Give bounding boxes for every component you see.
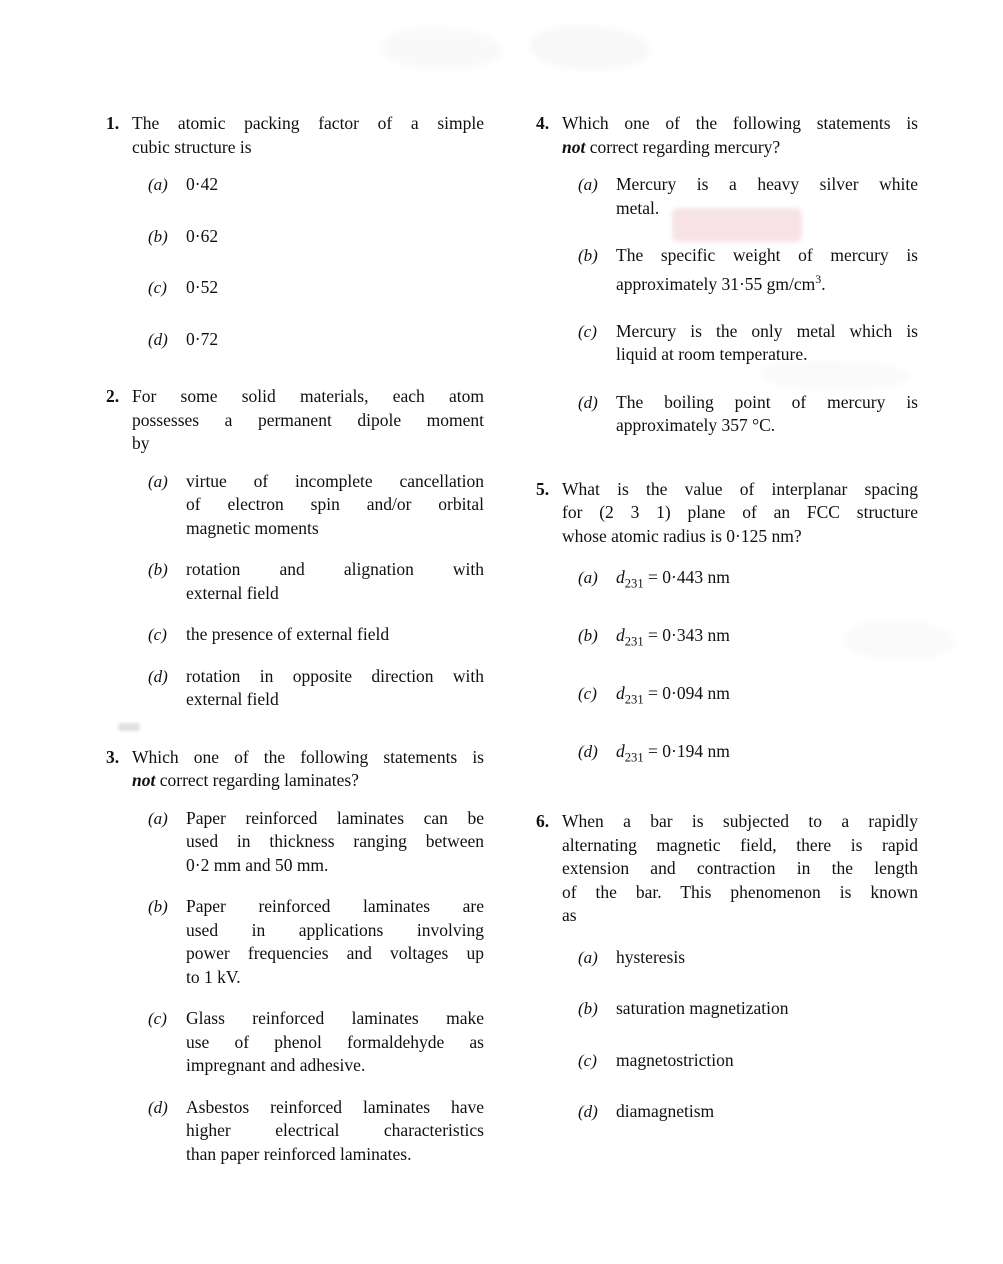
option-6d-text: diamagnetism: [616, 1101, 715, 1122]
option-1b-text: 0·62: [186, 225, 219, 246]
question-column-left: [106, 112, 484, 1192]
option-1a[interactable]: [148, 173, 484, 197]
scan-artifact-top-right: [530, 26, 650, 70]
option-5b-letter: (b): [578, 626, 598, 646]
option-3c[interactable]: [148, 1007, 484, 1078]
option-5a-letter: (a): [578, 568, 598, 588]
question-3-head: [106, 746, 484, 793]
option-4a[interactable]: [578, 173, 918, 220]
option-4c[interactable]: [578, 320, 918, 367]
option-1d[interactable]: [148, 328, 484, 352]
option-1d-letter: (d): [148, 329, 168, 349]
math-value: 0·343: [662, 625, 704, 646]
option-4b-line-2: approximately 31·55 $gm/cm^3$.: [616, 271, 826, 294]
option-3c-letter: (c): [148, 1009, 167, 1028]
math-relation: =: [648, 567, 658, 588]
math-subscript: 231: [624, 692, 644, 707]
question-4-number: 4.: [536, 113, 550, 133]
option-6a-letter: (a): [578, 947, 598, 967]
option-3a[interactable]: [148, 807, 484, 878]
question-4-stem: Which one of the following statements is not correct regarding mercury?: [562, 112, 918, 159]
math-variable-d: d: [616, 741, 625, 762]
question-5: [536, 478, 918, 771]
math-value: 0·443: [662, 567, 704, 588]
question-3-options: [106, 807, 484, 1167]
option-5c[interactable]: [578, 682, 918, 712]
question-6-number: 6.: [536, 811, 550, 832]
option-3d-text: Asbestos reinforced laminates have higher electrical characteristics than paper reinforced laminates.: [186, 1096, 484, 1164]
option-3a-text: Paper reinforced laminates can be used in thickness ranging between 0·2 mm and 50 mm.: [186, 807, 484, 875]
option-4c-letter: (c): [578, 321, 597, 341]
question-4-options: [536, 173, 918, 438]
option-1b[interactable]: [148, 225, 484, 249]
option-6c-letter: (c): [578, 1050, 597, 1070]
option-2d[interactable]: [148, 665, 484, 712]
option-3d-letter: (d): [148, 1097, 168, 1117]
question-2-options: [106, 470, 484, 712]
math-unit: nm: [707, 741, 730, 762]
option-2c-text: the presence of external field: [186, 624, 390, 644]
option-4b-letter: (b): [578, 246, 598, 265]
math-relation: =: [648, 683, 658, 704]
question-4-stem-line-2: [562, 136, 918, 160]
math-value: 0·094: [662, 683, 704, 704]
option-5b-formula: [616, 624, 918, 654]
math-relation: =: [648, 741, 658, 762]
question-1-stem: The atomic packing factor of a simple cubic structure is: [132, 113, 484, 157]
option-2a-text: virtue of incomplete cancellation of electron spin and/or orbital magnetic moments: [186, 470, 484, 538]
question-2-number: 2.: [106, 386, 120, 406]
option-5d-letter: (d): [578, 742, 598, 762]
option-5a[interactable]: [578, 566, 918, 596]
option-1c[interactable]: [148, 276, 484, 300]
option-6a[interactable]: [578, 946, 918, 970]
option-5c-text: [616, 682, 918, 712]
question-3-stem-line-2: [132, 769, 484, 793]
question-1-options: [106, 173, 484, 351]
question-6: [536, 810, 918, 1124]
option-5d-formula: [616, 740, 918, 770]
option-5b-text: [616, 624, 918, 654]
question-1-number: 1.: [106, 113, 120, 133]
option-5b[interactable]: [578, 624, 918, 654]
option-4c-text: Mercury is the only metal which is liquid at room temperature.: [616, 320, 918, 365]
option-6b-text: saturation magnetization: [616, 998, 789, 1019]
option-4b[interactable]: [578, 244, 918, 296]
math-relation: =: [648, 625, 658, 646]
emphasis-not: not: [132, 770, 156, 790]
question-6-options: [536, 946, 918, 1124]
question-5-options: [536, 566, 918, 770]
option-3b[interactable]: [148, 895, 484, 989]
option-5c-formula: [616, 682, 918, 712]
option-4d[interactable]: [578, 391, 918, 438]
question-column-right: [536, 112, 918, 1152]
option-3a-letter: (a): [148, 808, 168, 828]
option-6d-letter: (d): [578, 1102, 598, 1122]
question-5-head: [536, 478, 918, 549]
option-4d-letter: (d): [578, 392, 598, 412]
question-4-stem-rest: correct regarding mercury?: [585, 136, 781, 157]
option-6d[interactable]: [578, 1100, 918, 1124]
question-2-stem: For some solid materials, each atom possesses a permanent dipole moment by: [132, 386, 484, 453]
math-subscript: 231: [624, 750, 644, 765]
option-4b-text: The specific weight of mercury is approximately 31·55 $gm/cm^3$.: [616, 244, 918, 296]
option-2a[interactable]: [148, 470, 484, 541]
option-2b[interactable]: [148, 558, 484, 605]
question-6-stem: When a bar is subjected to a rapidly alternating magnetic field, there is rapid extension and contraction in the length of the bar. This phenomenon is known as: [562, 811, 918, 926]
question-1-head: [106, 112, 484, 159]
scan-artifact-top-left: [382, 28, 502, 70]
math-variable-d: d: [616, 683, 625, 704]
question-1: [106, 112, 484, 351]
superscript-3: 3: [815, 271, 822, 286]
option-6b-letter: (b): [578, 999, 598, 1019]
option-5a-text: [616, 566, 918, 596]
option-6b[interactable]: [578, 997, 918, 1021]
option-2c[interactable]: [148, 623, 484, 647]
option-3c-text: Glass reinforced laminates make use of phenol formaldehyde as impregnant and adhesive.: [186, 1008, 484, 1075]
option-1a-text: 0·42: [186, 174, 219, 194]
math-unit: nm: [707, 567, 730, 588]
option-2b-text: rotation and alignation with external field: [186, 559, 484, 603]
option-3b-text: Paper reinforced laminates are used in applications involving power frequencies and voltages up to 1 kV.: [186, 896, 484, 987]
math-value: 0·194: [662, 741, 704, 762]
question-6-head: [536, 810, 918, 928]
math-unit: nm: [707, 683, 730, 704]
option-2c-letter: (c): [148, 625, 167, 644]
question-2-head: [106, 385, 484, 456]
question-2: [106, 385, 484, 712]
option-1a-letter: (a): [148, 175, 168, 194]
question-4-head: [536, 112, 918, 159]
math-subscript: 231: [624, 576, 644, 591]
question-3-stem-rest: correct regarding laminates?: [155, 770, 359, 790]
math-variable-d: d: [616, 625, 625, 646]
option-4d-text: The boiling point of mercury is approximately 357 °C.: [616, 391, 918, 436]
option-4a-text: Mercury is a heavy silver white metal.: [616, 174, 918, 218]
option-5d-text: [616, 740, 918, 770]
option-4a-letter: (a): [578, 175, 598, 194]
option-3d[interactable]: [148, 1096, 484, 1167]
option-2d-text: rotation in opposite direction with external field: [186, 665, 484, 709]
option-5c-letter: (c): [578, 684, 597, 704]
question-4: [536, 112, 918, 438]
option-5d[interactable]: [578, 740, 918, 770]
option-5a-formula: [616, 566, 918, 596]
math-unit: nm: [707, 625, 730, 646]
option-2a-letter: (a): [148, 471, 168, 491]
question-3-number: 3.: [106, 746, 120, 767]
emphasis-not: not: [562, 136, 586, 157]
option-1c-letter: (c): [148, 278, 167, 297]
option-2b-letter: (b): [148, 560, 168, 579]
math-subscript: 231: [624, 634, 644, 649]
option-2d-letter: (d): [148, 666, 168, 686]
option-3b-letter: (b): [148, 897, 168, 916]
option-6a-text: hysteresis: [616, 946, 686, 967]
option-1b-letter: (b): [148, 226, 168, 246]
question-5-number: 5.: [536, 478, 550, 499]
option-6c[interactable]: [578, 1049, 918, 1073]
question-5-stem: What is the value of interplanar spacing for (2 3 1) plane of an FCC structure whose atomic radius is 0·125 nm?: [562, 478, 918, 546]
option-1c-text: 0·52: [186, 277, 219, 297]
math-variable-d: d: [616, 567, 625, 588]
question-3-stem: Which one of the following statements is not correct regarding laminates?: [132, 746, 484, 793]
option-1d-text: 0·72: [186, 328, 219, 349]
question-3: [106, 746, 484, 1167]
option-6c-text: magnetostriction: [616, 1049, 734, 1070]
